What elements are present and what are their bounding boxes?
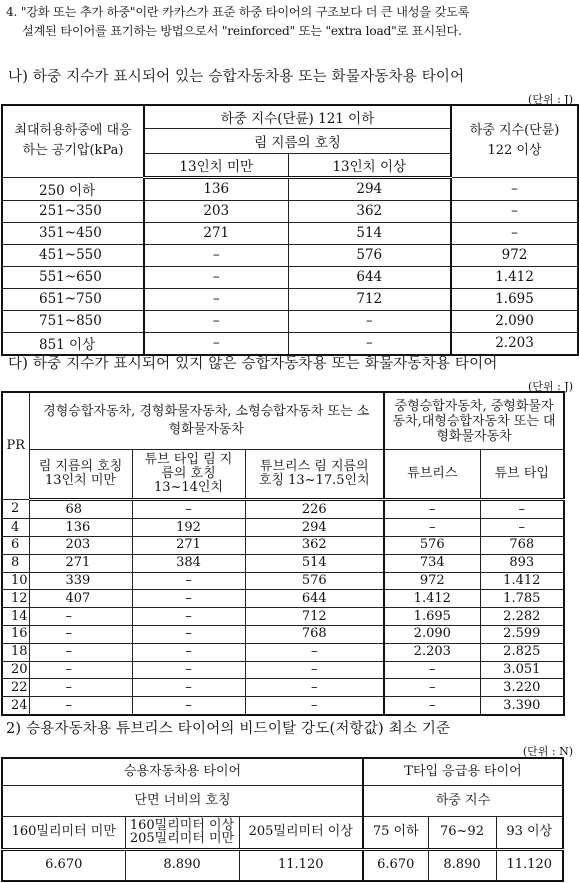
header-section-width: 단면 너비의 호칭: [2, 785, 363, 816]
value-cell: 68: [29, 500, 132, 519]
value-cell: 271: [132, 536, 245, 554]
value-cell: 8.890: [125, 849, 239, 881]
value-cell: –: [29, 697, 132, 715]
table-row: [2, 200, 578, 222]
value-cell: 2.825: [480, 643, 564, 661]
pr-cell: 6: [2, 536, 29, 554]
value-cell: –: [132, 608, 245, 626]
value-cell: –: [132, 697, 245, 715]
header-passenger-tire: 승용자동차용 타이어: [2, 758, 363, 785]
value-cell: –: [132, 625, 245, 643]
pressure-cell: 551~650: [2, 266, 144, 288]
pr-cell: 12: [2, 590, 29, 608]
value-cell: –: [384, 500, 480, 519]
value-cell: 136: [29, 519, 132, 537]
table-row: [2, 519, 564, 537]
value-cell: –: [245, 643, 384, 661]
value-cell: –: [29, 643, 132, 661]
value-cell: 2.599: [480, 625, 564, 643]
table-row: [2, 625, 564, 643]
value-cell: 576: [384, 536, 480, 554]
pressure-cell: 351~450: [2, 222, 144, 244]
section-b-unit: (단위 : J): [528, 380, 573, 393]
value-cell: –: [384, 697, 480, 715]
value-cell: –: [245, 679, 384, 697]
header-pressure: 최대허용하중에 대응하는 공기압(kPa): [2, 105, 144, 177]
definition-line-2: 설계된 타이어를 표기하는 방법으로서 "reinforced" 또는 "extra load"로 표시된다.: [22, 24, 462, 38]
table-row: [2, 572, 564, 590]
definition-paragraph: [6, 3, 576, 41]
value-cell: –: [144, 266, 288, 288]
value-cell: –: [288, 310, 451, 332]
header-tube-13-14: 튜브 타입 림 지름의 호칭 13~14인치: [132, 450, 245, 500]
value-cell: 1.695: [384, 608, 480, 626]
table-row: [2, 590, 564, 608]
value-cell: 972: [451, 244, 578, 266]
table-row: [2, 288, 578, 310]
value-cell: 1.412: [384, 590, 480, 608]
value-cell: 1.785: [480, 590, 564, 608]
header-tubeless: 튜브리스: [384, 450, 480, 500]
section-b-title: 다) 하중 지수가 표시되어 있지 않은 승합자동차용 또는 화물자동차용 타이어: [8, 356, 498, 372]
pr-cell: 16: [2, 625, 29, 643]
value-cell: 972: [384, 572, 480, 590]
value-cell: –: [132, 643, 245, 661]
pr-cell: 24: [2, 697, 29, 715]
value-cell: –: [144, 244, 288, 266]
value-cell: –: [288, 332, 451, 355]
value-cell: –: [451, 222, 578, 244]
table-row: [2, 536, 564, 554]
value-cell: 2.203: [384, 643, 480, 661]
value-cell: 3.220: [480, 679, 564, 697]
header-tube-type: 튜브 타입: [480, 450, 564, 500]
table-row: [2, 643, 564, 661]
table-row: [2, 608, 564, 626]
pressure-cell: 451~550: [2, 244, 144, 266]
value-cell: 339: [29, 572, 132, 590]
value-cell: 8.890: [428, 849, 496, 881]
header-pr: PR: [2, 392, 29, 500]
value-cell: 271: [29, 554, 132, 572]
table-ply-rating: [1, 391, 565, 716]
pressure-cell: 251~350: [2, 200, 144, 222]
pr-cell: 14: [2, 608, 29, 626]
table-row: [2, 554, 564, 572]
header-lt13: 13인치 미만: [144, 153, 288, 177]
value-cell: –: [29, 608, 132, 626]
value-cell: 203: [144, 200, 288, 222]
table-row: [2, 177, 578, 200]
section-c-title: 2) 승용자동차용 튜브리스 타이어의 비드이탈 강도(저항값) 최소 기준: [6, 721, 451, 737]
value-cell: 576: [245, 572, 384, 590]
header-rim: 림 지름의 호칭: [144, 128, 451, 153]
value-cell: –: [29, 661, 132, 679]
value-cell: –: [480, 519, 564, 537]
table-row: [2, 679, 564, 697]
header-ge93: 93 이상: [496, 816, 563, 849]
value-cell: 294: [288, 177, 451, 200]
value-cell: –: [144, 288, 288, 310]
value-cell: –: [480, 500, 564, 519]
value-cell: 362: [245, 536, 384, 554]
table-row: [2, 310, 578, 332]
value-cell: 11.120: [239, 849, 363, 881]
value-cell: –: [384, 679, 480, 697]
pressure-cell: 751~850: [2, 310, 144, 332]
value-cell: –: [132, 572, 245, 590]
value-cell: 514: [245, 554, 384, 572]
value-cell: 768: [480, 536, 564, 554]
section-a-unit: (단위 : J): [528, 93, 573, 106]
value-cell: –: [451, 177, 578, 200]
value-cell: 2.090: [451, 310, 578, 332]
section-c-unit: (단위 : N): [522, 745, 573, 758]
value-cell: –: [132, 590, 245, 608]
value-cell: 271: [144, 222, 288, 244]
value-cell: 2.203: [451, 332, 578, 355]
header-mid-vehicles: 중형승합자동차, 중형화물자동차,대형승합자동차 또는 대형화물자동차: [384, 392, 564, 450]
table-row: [2, 222, 578, 244]
value-cell: –: [144, 332, 288, 355]
header-ge205: 205밀리미터 이상: [239, 816, 363, 849]
pressure-cell: 250 이하: [2, 177, 144, 200]
section-a-title: 나) 하중 지수가 표시되어 있는 승합자동차용 또는 화물자동차용 타이어: [8, 69, 465, 85]
value-cell: 294: [245, 519, 384, 537]
header-76-92: 76~92: [428, 816, 496, 849]
value-cell: 893: [480, 554, 564, 572]
value-cell: 644: [245, 590, 384, 608]
value-cell: 644: [288, 266, 451, 288]
value-cell: 2.282: [480, 608, 564, 626]
value-cell: 712: [245, 608, 384, 626]
value-cell: 407: [29, 590, 132, 608]
header-tubeless-13-17: 튜브리스 림 지름의 호칭 13~17.5인치: [245, 450, 384, 500]
table-row: [2, 266, 578, 288]
definition-line-1: 4. "강화 또는 추가 하중"이란 카카스가 표준 하중 타이어의 구조보다 더 큰 내성을 갖도록: [6, 5, 470, 19]
value-cell: –: [132, 500, 245, 519]
value-cell: 203: [29, 536, 132, 554]
value-cell: –: [29, 679, 132, 697]
value-cell: –: [132, 679, 245, 697]
value-cell: 384: [132, 554, 245, 572]
value-cell: 11.120: [496, 849, 563, 881]
value-cell: 514: [288, 222, 451, 244]
value-cell: 734: [384, 554, 480, 572]
header-light-vehicles: 경형승합자동차, 경형화물자동차, 소형승합자동차 또는 소형화물자동차: [29, 392, 384, 450]
pr-cell: 22: [2, 679, 29, 697]
value-cell: 2.090: [384, 625, 480, 643]
table-row: [2, 244, 578, 266]
value-cell: –: [29, 625, 132, 643]
value-cell: 576: [288, 244, 451, 266]
table-bead-unseating: [1, 757, 564, 882]
table-row: [2, 500, 564, 519]
pr-cell: 18: [2, 643, 29, 661]
value-cell: 712: [288, 288, 451, 310]
pressure-cell: 651~750: [2, 288, 144, 310]
value-cell: 3.051: [480, 661, 564, 679]
pr-cell: 20: [2, 661, 29, 679]
value-cell: –: [144, 310, 288, 332]
value-cell: 226: [245, 500, 384, 519]
header-160-205: 160밀리미터 이상 205밀리미터 미만: [125, 816, 239, 849]
pressure-cell: 851 이상: [2, 332, 144, 355]
header-t-type-tire: T타입 응급용 타이어: [363, 758, 563, 785]
header-lt160: 160밀리미터 미만: [2, 816, 125, 849]
value-cell: 768: [245, 625, 384, 643]
pr-cell: 10: [2, 572, 29, 590]
header-rim-lt13: 림 지름의 호칭 13인치 미만: [29, 450, 132, 500]
value-cell: 3.390: [480, 697, 564, 715]
value-cell: –: [245, 661, 384, 679]
value-cell: 362: [288, 200, 451, 222]
pr-cell: 2: [2, 500, 29, 519]
value-cell: 136: [144, 177, 288, 200]
value-cell: 1.412: [480, 572, 564, 590]
table-row: [2, 697, 564, 715]
value-cell: 1.695: [451, 288, 578, 310]
header-ge13: 13인치 이상: [288, 153, 451, 177]
value-cell: –: [384, 661, 480, 679]
value-cell: 192: [132, 519, 245, 537]
value-cell: –: [132, 661, 245, 679]
value-cell: –: [451, 200, 578, 222]
value-cell: 6.670: [2, 849, 125, 881]
table-row: [2, 661, 564, 679]
header-load-121: 하중 지수(단륜) 121 이하: [144, 105, 451, 128]
value-cell: –: [384, 519, 480, 537]
value-cell: 1.412: [451, 266, 578, 288]
value-cell: –: [245, 697, 384, 715]
header-load-index: 하중 지수: [363, 785, 563, 816]
pr-cell: 4: [2, 519, 29, 537]
pr-cell: 8: [2, 554, 29, 572]
value-cell: 6.670: [363, 849, 428, 881]
header-load-122: 하중 지수(단륜) 122 이상: [451, 105, 578, 177]
table-load-index: [1, 104, 579, 356]
header-le75: 75 이하: [363, 816, 428, 849]
